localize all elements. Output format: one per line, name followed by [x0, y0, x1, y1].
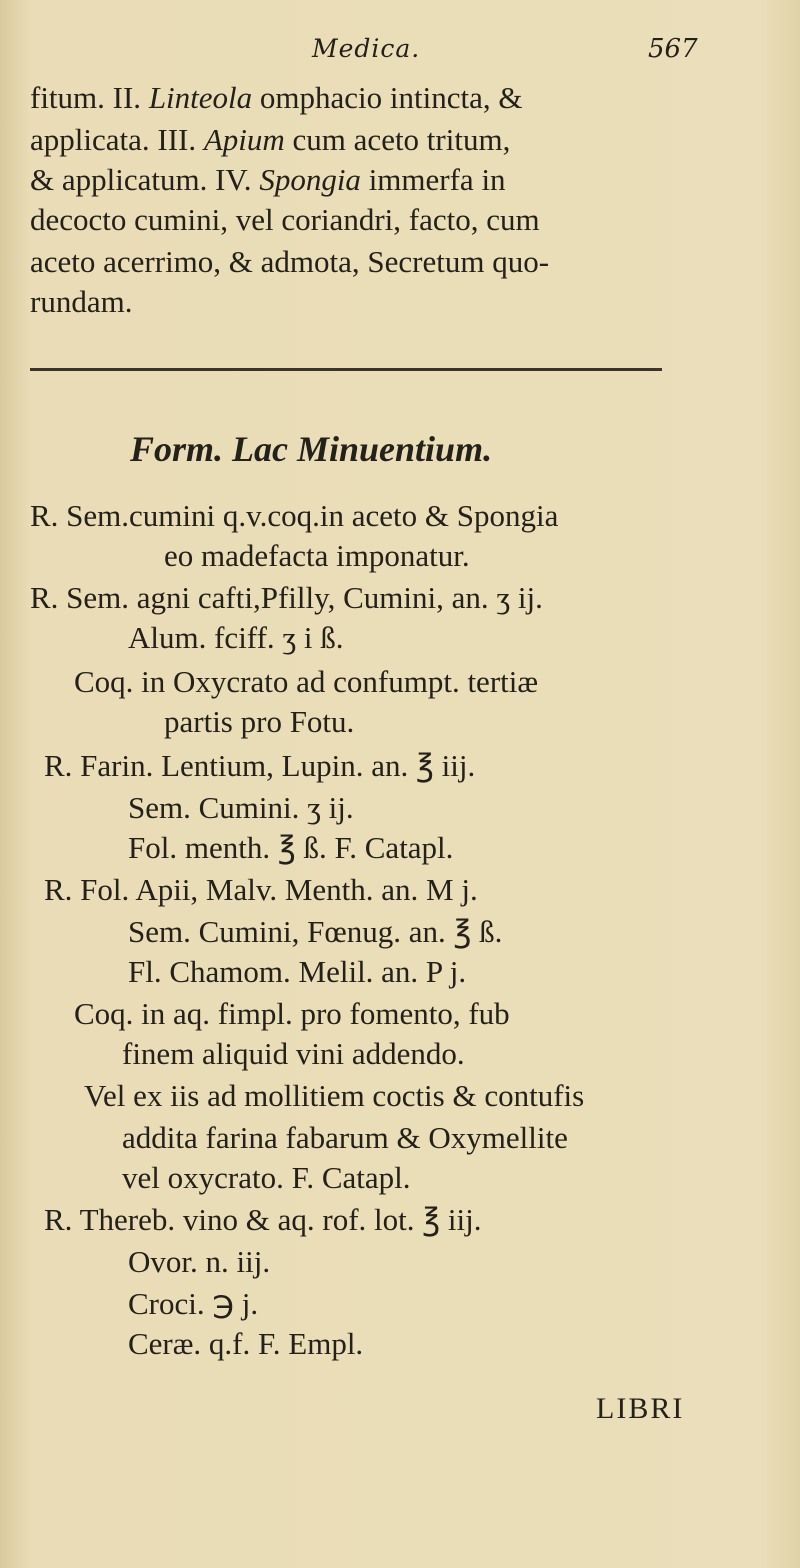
section-divider — [30, 368, 662, 371]
intro-line: fitum. II. Linteola omphacio intincta, & — [30, 80, 523, 115]
recipe-line: addita farina fabarum & Oxymellite — [122, 1120, 568, 1155]
recipe-line: R. Thereb. vino & aq. rof. lot. ℥ iij. — [44, 1202, 482, 1237]
recipe-line: Sem. Cumini. ʒ ij. — [128, 790, 354, 825]
recipe-line: Alum. fciff. ʒ i ß. — [128, 620, 344, 655]
recipe-line: Vel ex iis ad mollitiem coctis & contufis — [84, 1078, 585, 1113]
recipe-line: finem aliquid vini addendo. — [122, 1036, 465, 1071]
recipe-line: Coq. in Oxycrato ad confumpt. tertiæ — [74, 664, 539, 699]
recipe-line: Ovor. n. iij. — [128, 1244, 271, 1279]
intro-line: decocto cumini, vel coriandri, facto, cum — [30, 202, 540, 237]
recipe-line: Croci. ℈ j. — [128, 1286, 259, 1321]
recipe-line: Fol. menth. ℥ ß. F. Catapl. — [128, 830, 454, 865]
intro-line: rundam. — [30, 284, 133, 319]
section-title: Form. Lac Minuentium. — [130, 429, 493, 469]
recipe-line: eo madefacta imponatur. — [164, 538, 470, 573]
recipe-line: vel oxycrato. F. Catapl. — [122, 1160, 411, 1195]
intro-line: & applicatum. IV. Spongia immerfa in — [30, 162, 506, 197]
running-head: Medica. — [312, 34, 421, 63]
recipe-line: Sem. Cumini, Fœnug. an. ℥ ß. — [128, 914, 503, 949]
recipe-line: R. Sem.cumini q.v.coq.in aceto & Spongia — [30, 498, 559, 533]
catchword: LIBRI — [596, 1392, 685, 1425]
recipe-line: Fl. Chamom. Melil. an. P j. — [128, 954, 467, 989]
intro-line: applicata. III. Apium cum aceto tritum, — [30, 122, 511, 157]
recipe-line: Ceræ. q.f. F. Empl. — [128, 1326, 364, 1361]
page-number: 567 — [648, 34, 698, 64]
recipe-line: R. Sem. agni cafti,Pfilly, Cumini, an. ʒ ij. — [30, 580, 543, 615]
recipe-line: R. Fol. Apii, Malv. Menth. an. M j. — [44, 872, 478, 907]
recipe-line: partis pro Fotu. — [164, 704, 355, 739]
recipe-line: Coq. in aq. fimpl. pro fomento, fub — [74, 996, 510, 1031]
intro-line: aceto acerrimo, & admota, Secretum quo- — [30, 244, 550, 279]
page-header — [0, 34, 800, 74]
recipe-line: R. Farin. Lentium, Lupin. an. ℥ iij. — [44, 748, 476, 783]
